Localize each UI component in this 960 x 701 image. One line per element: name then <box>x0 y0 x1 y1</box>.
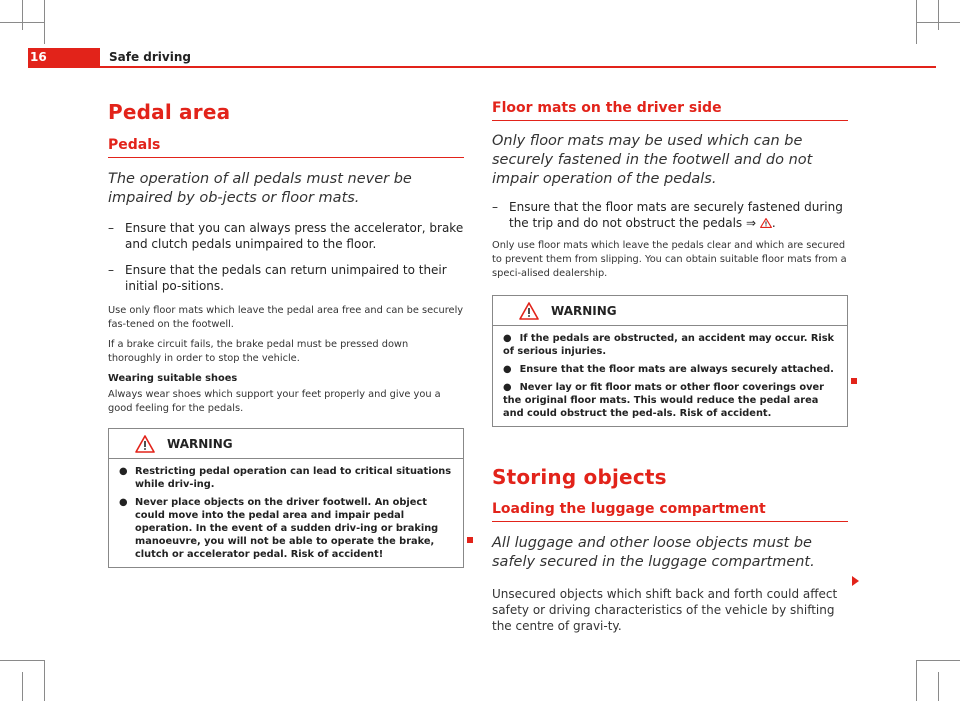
end-square <box>851 378 857 384</box>
continue-arrow-icon <box>852 576 859 586</box>
warning-item: ● Ensure that the floor mats are always securely attached. <box>503 364 834 375</box>
warning-box <box>108 428 464 568</box>
paragraph: Always wear shoes which support your feet properly and give you a good feeling for the pedals. <box>108 389 441 414</box>
warning-body <box>109 459 463 567</box>
crop-mark <box>0 22 44 23</box>
warning-item: ● Never lay or fit floor mats or other floor coverings over the original floor mats. This would reduce the pedal area and could obstruct the ped-als. Risk of accident. <box>503 382 824 419</box>
crop-mark <box>916 22 960 23</box>
pedals-lead: The operation of all pedals must never be impaired by ob-jects or floor mats. <box>108 171 412 206</box>
right-column <box>492 96 848 634</box>
list-item: – Ensure that the floor mats are securely fastened during the trip and do not obstruct the pedals ⇒ . <box>492 200 843 230</box>
pedal-area-heading: Pedal area <box>108 100 231 124</box>
warning-triangle-icon <box>519 302 539 320</box>
floor-mats-lead: Only floor mats may be used which can be securely fastened in the footwell and do not impair operation of the pedals. <box>492 133 813 187</box>
crop-mark <box>916 660 917 701</box>
crop-mark <box>22 672 23 701</box>
warning-item: ● If the pedals are obstructed, an accident may occur. Risk of serious injuries. <box>503 333 835 357</box>
pedals-subheading: Pedals <box>108 137 464 158</box>
section-title: Safe driving <box>109 50 191 64</box>
crop-mark <box>44 0 45 44</box>
list-item-text: Ensure that the pedals can return unimpaired to their initial po-sitions. <box>125 263 447 293</box>
crop-mark <box>938 672 939 701</box>
luggage-subheading: Loading the luggage compartment <box>492 501 848 522</box>
storing-objects-heading: Storing objects <box>492 465 667 489</box>
paragraph: Unsecured objects which shift back and forth could affect safety or driving characteristics of the vehicle by shifting the centre of gravi-ty. <box>492 587 838 633</box>
end-square <box>467 537 473 543</box>
warning-title: WARNING <box>551 303 617 318</box>
left-column <box>108 96 464 568</box>
reference-arrow: ⇒ <box>746 216 757 230</box>
warning-title: WARNING <box>167 436 233 451</box>
warning-body <box>493 326 847 426</box>
crop-mark <box>0 660 44 661</box>
paragraph: Only use floor mats which leave the pedals clear and which are secured to prevent them from slipping. You can obtain suitable floor mats from a speci-alised dealership. <box>492 240 847 279</box>
list-item-text: Ensure that the floor mats are securely fastened during the trip and do not obstruct the pedals <box>509 200 843 230</box>
crop-mark <box>44 660 45 701</box>
luggage-lead: All luggage and other loose objects must be safely secured in the luggage compartment. <box>492 535 815 570</box>
warning-triangle-icon <box>135 435 155 453</box>
warning-item: ● Restricting pedal operation can lead to critical situations while driv-ing. <box>119 466 452 490</box>
header-rule <box>100 66 936 68</box>
crop-mark <box>916 660 960 661</box>
warning-box <box>492 295 848 427</box>
shoes-heading: Wearing suitable shoes <box>108 373 238 384</box>
warning-header <box>109 429 463 459</box>
warning-triangle-icon <box>760 218 772 228</box>
crop-mark <box>22 0 23 30</box>
list-item: – Ensure that you can always press the accelerator, brake and clutch pedals unimpaired to the floor. <box>108 221 464 251</box>
crop-mark <box>938 0 939 30</box>
floor-mats-subheading: Floor mats on the driver side <box>492 100 848 121</box>
warning-item: ● Never place objects on the driver footwell. An object could move into the pedal area and impair pedal operation. In the event of a sudden driv-ing or braking manoeuvre, you will not be able to operate the brake, clutch or accelerator pedal. Risk of accident! <box>119 497 439 560</box>
warning-header <box>493 296 847 326</box>
paragraph: If a brake circuit fails, the brake pedal must be pressed down thoroughly in order to stop the vehicle. <box>108 339 409 364</box>
paragraph: Use only floor mats which leave the pedal area free and can be securely fas-tened on the footwell. <box>108 305 464 330</box>
list-item: – Ensure that the pedals can return unimpaired to their initial po-sitions. <box>108 263 447 293</box>
list-item-text: Ensure that you can always press the accelerator, brake and clutch pedals unimpaired to the floor. <box>125 221 464 251</box>
page-number: 16 <box>30 50 47 64</box>
